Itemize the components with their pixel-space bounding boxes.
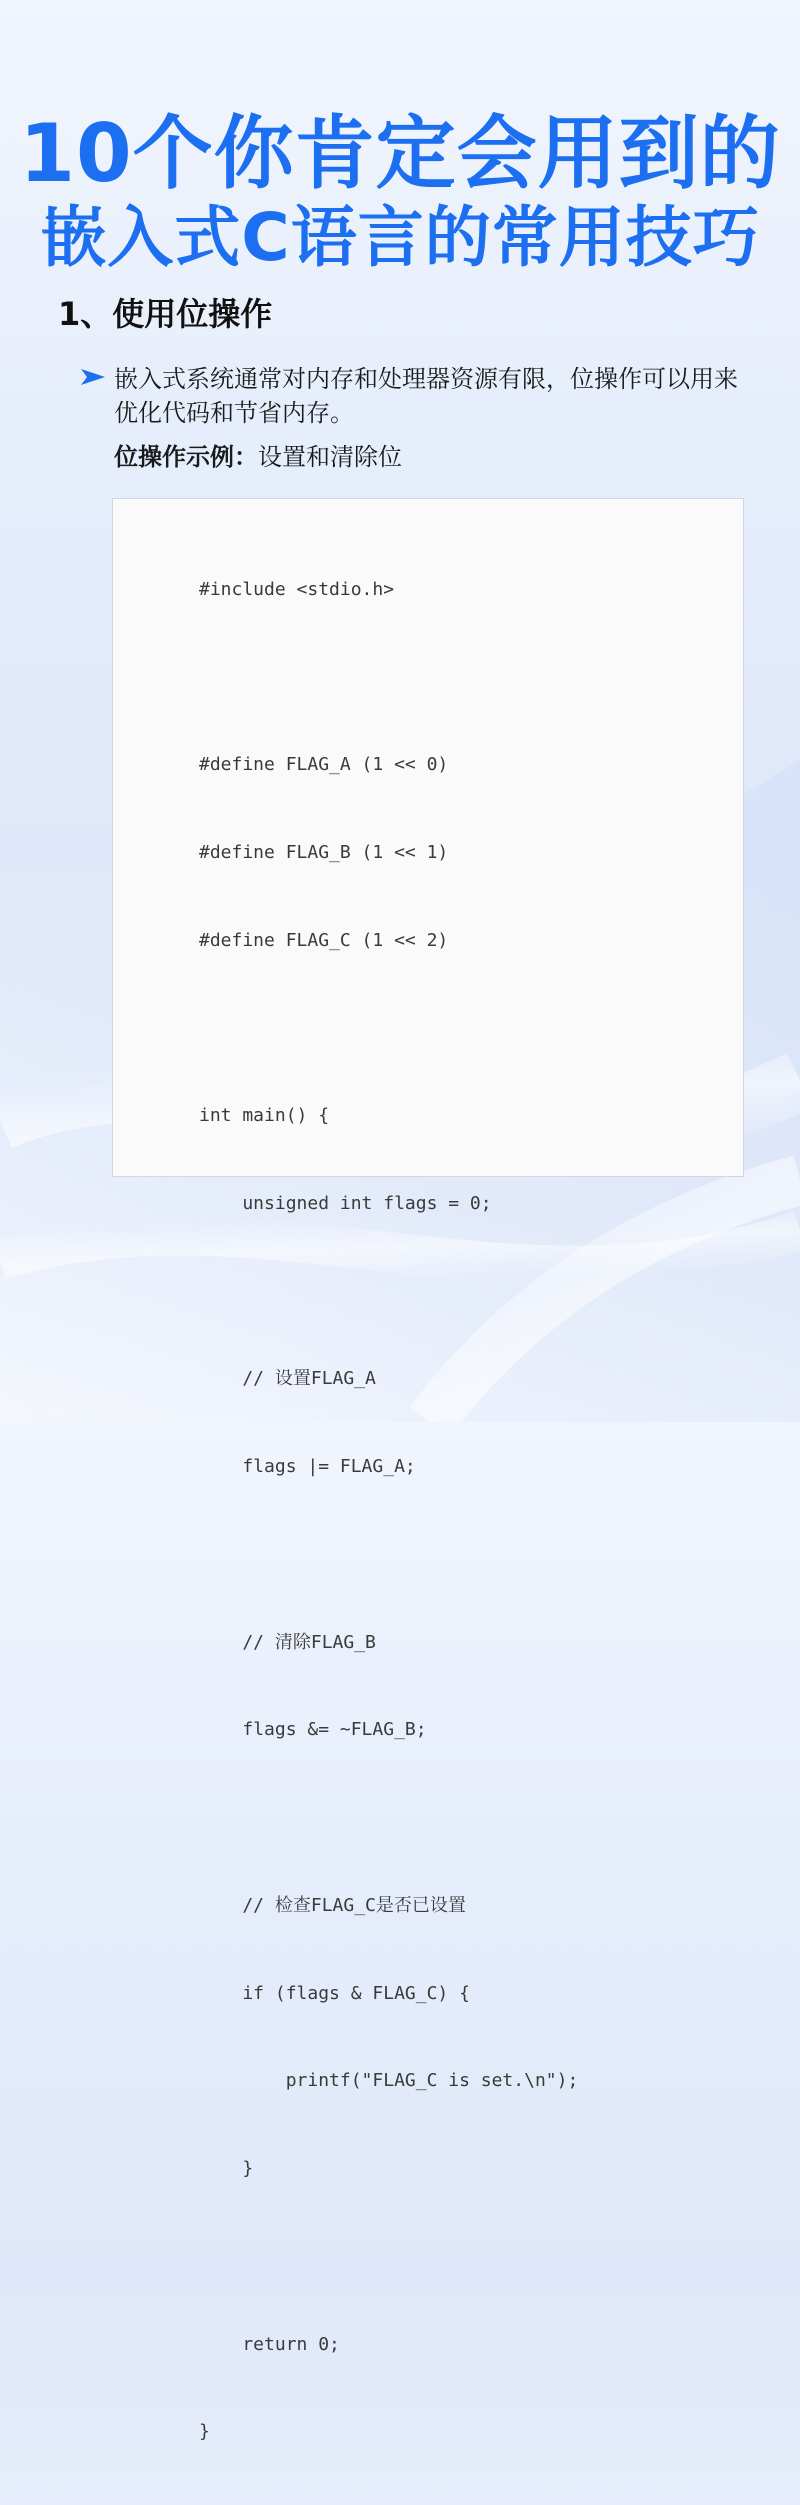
code-line: } — [199, 2421, 210, 2443]
bullet-point — [80, 362, 750, 430]
code-line: int main() { — [199, 1105, 330, 1126]
code-line: // 设置FLAG_A — [199, 1368, 376, 1390]
code-line: } — [199, 2158, 254, 2179]
code-line: printf("FLAG_C is set.\n"); — [199, 2070, 579, 2092]
arrow-bullet-icon — [80, 366, 106, 388]
code-line: unsigned int flags = 0; — [199, 1192, 492, 1214]
code-line — [199, 1013, 578, 1042]
example-label — [114, 440, 402, 474]
code-lines — [199, 516, 578, 2505]
section-heading: 1、使用位操作 — [58, 295, 273, 333]
code-line — [199, 2242, 578, 2271]
code-line: #define FLAG_C (1 << 2) — [199, 929, 449, 951]
code-line — [199, 1803, 578, 1832]
example-label-bold: 位操作示例： — [114, 443, 258, 471]
page-title-line-1: 10个你肯定会用到的 — [19, 107, 781, 200]
code-line: flags &= ~FLAG_B; — [199, 1719, 427, 1741]
code-line — [199, 1277, 578, 1306]
bullet-text: 嵌入式系统通常对内存和处理器资源有限，位操作可以用来优化代码和节省内存。 — [114, 365, 738, 427]
code-line: // 检查FLAG_C是否已设置 — [199, 1894, 466, 1916]
code-line: #define FLAG_B (1 << 1) — [199, 841, 449, 863]
code-line: #define FLAG_A (1 << 0) — [199, 754, 449, 775]
code-line: #include <stdio.h> — [199, 578, 395, 600]
code-line — [199, 1540, 578, 1569]
code-line: if (flags & FLAG_C) { — [199, 1982, 470, 2004]
code-line: // 清除FLAG_B — [199, 1631, 376, 1653]
code-block — [112, 498, 744, 2443]
code-line: flags |= FLAG_A; — [199, 1456, 416, 1477]
code-line: return 0; — [199, 2333, 340, 2355]
page-title-line-2: 嵌入式C语言的常用技巧 — [40, 199, 760, 276]
code-line — [199, 662, 578, 691]
example-label-text: 设置和清除位 — [258, 443, 402, 471]
